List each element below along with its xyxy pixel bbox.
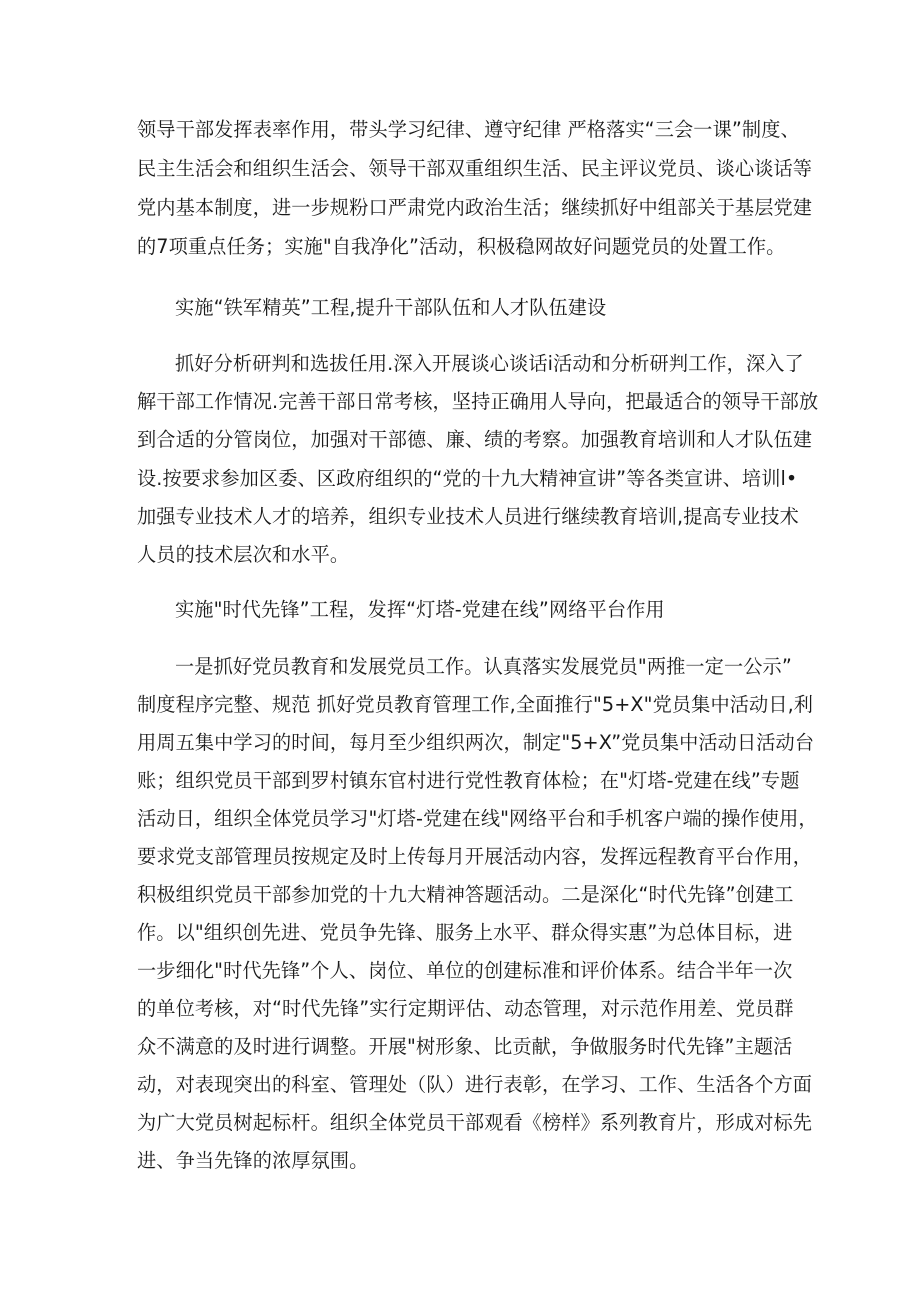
paragraph-1-line-2: 民主生活会和组织生活会、领导干部双重组织生活、民主评议党员、谈心谈话等	[137, 157, 813, 180]
paragraph-3-line-14: 进、争当先锋的浓厚氛围。	[137, 1149, 369, 1172]
paragraph-3-line-6: 要求党支部管理员按规定及时上传每月开展活动内容，发挥远程教育平台作用，	[137, 845, 813, 868]
paragraph-3-line-4: 账；组织党员干部到罗村镇东官村进行党性教育体检；在"灯塔-党建在线”专题	[137, 769, 800, 792]
paragraph-3-line-12: 动，对表现突出的科室、管理处（队）进行表彰，在学习、工作、生活各个方面	[137, 1073, 813, 1096]
paragraph-1-line-4: 的7项重点任务；实施"自我净化”活动，积极稳网故好问题党员的处置工作。	[137, 235, 786, 258]
paragraph-3-line-9: 一步细化"时代先锋”个人、岗位、单位的创建标准和评价体系。结合半年一次	[137, 959, 793, 982]
paragraph-3-line-11: 众不满意的及时进行调整。开展"树形象、比贡献，争做服务时代先锋”主题活	[137, 1035, 793, 1058]
paragraph-3-line-10: 的单位考核，对“时代先锋”实行定期评估、动态管理，对示范作用差、党员群	[137, 997, 794, 1020]
section-heading-1: 实施“铁军精英”工程,提升干部队伍和人才队伍建设	[175, 296, 607, 319]
paragraph-3-line-1: 一是抓好党员教育和发展党员工作。认真落实发展党员"两推一定一公示”	[175, 655, 792, 678]
paragraph-3-line-3: 用周五集中学习的时间，每月至少组织两次，制定"5+X”党员集中活动日活动台	[137, 731, 815, 754]
paragraph-2-line-2: 解干部工作情况.完善干部日常考核，坚持正确用人导向，把最适合的领导干部放	[137, 390, 819, 413]
paragraph-2-line-5: 加强专业技术人才的培养，组织专业技术人员进行继续教育培训,提高专业技术	[137, 505, 799, 528]
paragraph-1-line-1: 领导干部发挥表率作用，带头学习纪律、遵守纪律 严格落实“三会一课”制度、	[137, 118, 800, 141]
paragraph-3-line-7: 积极组织党员干部参加党的十九大精神答题活动。二是深化“时代先锋”创建工	[137, 883, 794, 906]
paragraph-3-line-2: 制度程序完整、规范 抓好党员教育管理工作,全面推行"5+X"党员集中活动日,利	[137, 693, 814, 716]
paragraph-1-line-3: 党内基本制度，进一步规粉口严肃党内政治生活；继续抓好中组部关于基层党建	[137, 196, 813, 219]
paragraph-3-line-5: 活动日，组织全体党员学习"灯塔-党建在线"网络平台和手机客户端的操作使用，	[137, 807, 818, 830]
paragraph-3-line-8: 作。以"组织创先进、党员争先锋、服务上水平、群众得实惠”为总体目标，进	[137, 921, 793, 944]
paragraph-2-line-4: 设.按要求参加区委、区政府组织的“党的十九大精神宣讲”等各类宣讲、培训l•	[137, 467, 798, 490]
paragraph-2-line-3: 到合适的分管岗位，加强对干部德、廉、绩的考察。加强教育培训和人才队伍建	[137, 428, 813, 451]
section-heading-2: 实施"时代先锋”工程，发挥“灯塔-党建在线”网络平台作用	[175, 598, 665, 621]
paragraph-2-line-6: 人员的技术层次和水平。	[137, 543, 350, 566]
paragraph-2-line-1: 抓好分析研判和选拔任用.深入开展谈心谈话i活动和分析研判工作，深入了	[175, 352, 804, 375]
paragraph-3-line-13: 为广大党员树起标杆。组织全体党员干部观看《榜样》系列教育片，形成对标先	[137, 1111, 813, 1134]
